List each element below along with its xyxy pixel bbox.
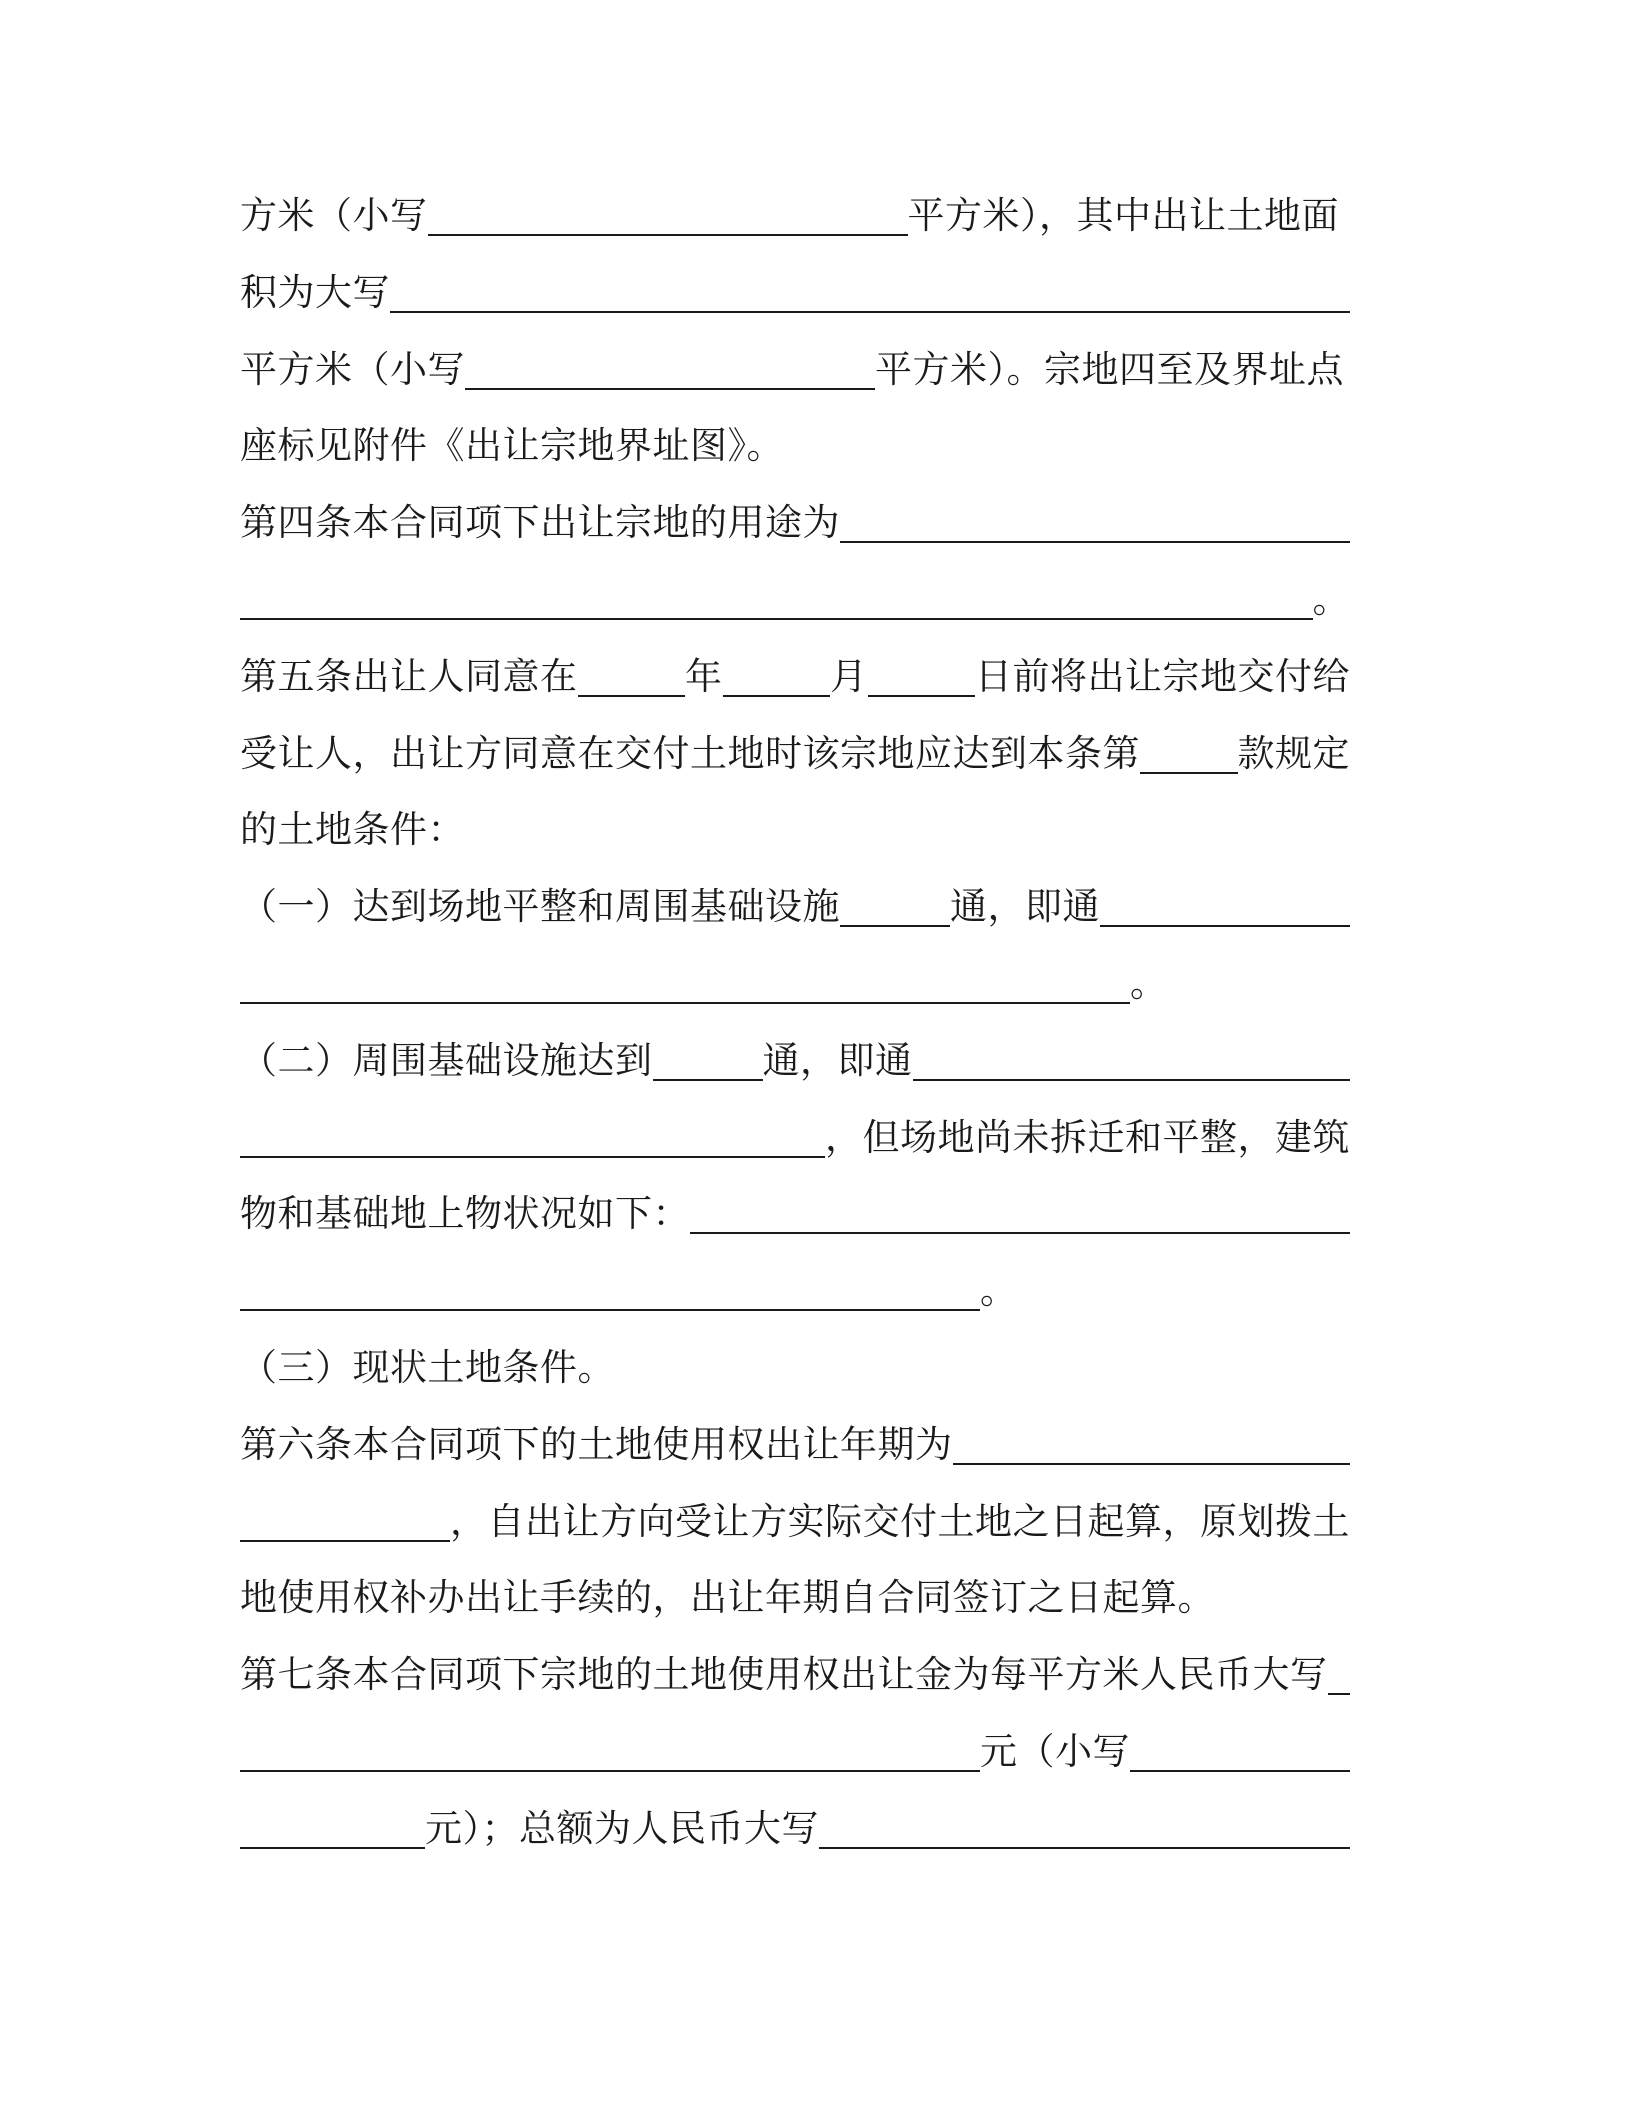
document-line <box>240 1261 1350 1321</box>
fill-in-blank <box>578 695 686 697</box>
line-text: ，自出让方向受让方实际交付土地之日起算，原划拨土 <box>450 1500 1350 1543</box>
document-line <box>240 570 1350 630</box>
fill-in-blank <box>240 618 1313 620</box>
fill-in-blank <box>723 695 831 697</box>
line-text: 的土地条件： <box>240 808 465 851</box>
fill-in-blank <box>1140 772 1238 774</box>
document-line <box>240 1568 1350 1628</box>
fill-in-blank <box>840 925 950 927</box>
fill-in-blank <box>653 1079 763 1081</box>
document-line <box>240 263 1350 323</box>
document-line <box>240 416 1350 476</box>
fill-in-blank <box>840 541 1350 543</box>
line-text: 第六条本合同项下的土地使用权出让年期为 <box>240 1423 953 1466</box>
fill-in-blank <box>1100 925 1350 927</box>
document-line <box>240 647 1350 707</box>
line-text: 座标见附件《出让宗地界址图》。 <box>240 424 784 467</box>
line-text: 年 <box>685 655 723 698</box>
line-text: 。 <box>980 1269 1018 1312</box>
fill-in-blank <box>428 234 908 236</box>
fill-in-blank <box>1130 1770 1350 1772</box>
document-line <box>240 954 1350 1014</box>
document-line <box>240 1722 1350 1782</box>
fill-in-blank <box>819 1847 1350 1849</box>
document-line <box>240 724 1350 784</box>
document-line <box>240 1108 1350 1168</box>
line-text: 平方米），其中出让土地面 <box>907 194 1339 237</box>
document-line <box>240 1415 1350 1475</box>
line-text: （三）现状土地条件。 <box>240 1346 615 1389</box>
line-text: 平方米）。宗地四至及界址点 <box>875 348 1344 391</box>
line-text: 月 <box>830 655 868 698</box>
line-text: 元）；总额为人民币大写 <box>425 1807 819 1850</box>
document-line <box>240 877 1350 937</box>
document-line <box>240 493 1350 553</box>
document-line <box>240 1799 1350 1859</box>
fill-in-blank <box>868 695 976 697</box>
line-text: 通，即通 <box>950 885 1100 928</box>
document-line <box>240 186 1350 246</box>
line-text: 积为大写 <box>240 271 390 314</box>
document-line <box>240 1184 1350 1244</box>
document-line <box>240 1338 1350 1398</box>
document-line <box>240 800 1350 860</box>
line-text: ，但场地尚未拆迁和平整，建筑 <box>825 1116 1350 1159</box>
fill-in-blank <box>240 1847 425 1849</box>
fill-in-blank <box>390 311 1350 313</box>
line-text: 方米（小写 <box>240 194 428 237</box>
fill-in-blank <box>240 1309 980 1311</box>
line-text: 。 <box>1312 578 1350 621</box>
line-text: （一）达到场地平整和周围基础设施 <box>240 885 840 928</box>
fill-in-blank <box>690 1232 1350 1234</box>
line-text: 。 <box>1130 962 1168 1005</box>
line-text: 日前将出让宗地交付给 <box>975 655 1350 698</box>
fill-in-blank <box>240 1156 825 1158</box>
line-text: 第五条出让人同意在 <box>240 655 578 698</box>
document-line <box>240 340 1350 400</box>
line-text: 款规定 <box>1237 732 1350 775</box>
line-text: 通，即通 <box>762 1039 913 1082</box>
line-text: 第四条本合同项下出让宗地的用途为 <box>240 501 840 544</box>
fill-in-blank <box>240 1770 980 1772</box>
fill-in-blank <box>240 1002 1130 1004</box>
document-line <box>240 1031 1350 1091</box>
line-text: 地使用权补办出让手续的，出让年期自合同签订之日起算。 <box>240 1576 1215 1619</box>
line-text: 物和基础地上物状况如下： <box>240 1192 690 1235</box>
fill-in-blank <box>240 1540 450 1542</box>
line-text: 元（小写 <box>980 1730 1130 1773</box>
fill-in-blank <box>1328 1693 1351 1695</box>
line-text: 平方米（小写 <box>240 348 465 391</box>
document-line <box>240 1645 1350 1705</box>
fill-in-blank <box>465 388 875 390</box>
fill-in-blank <box>953 1463 1351 1465</box>
document-line <box>240 1492 1350 1552</box>
line-text: 受让人，出让方同意在交付土地时该宗地应达到本条第 <box>240 732 1140 775</box>
fill-in-blank <box>913 1079 1351 1081</box>
line-text: （二）周围基础设施达到 <box>240 1039 653 1082</box>
line-text: 第七条本合同项下宗地的土地使用权出让金为每平方米人民币大写 <box>240 1653 1328 1696</box>
